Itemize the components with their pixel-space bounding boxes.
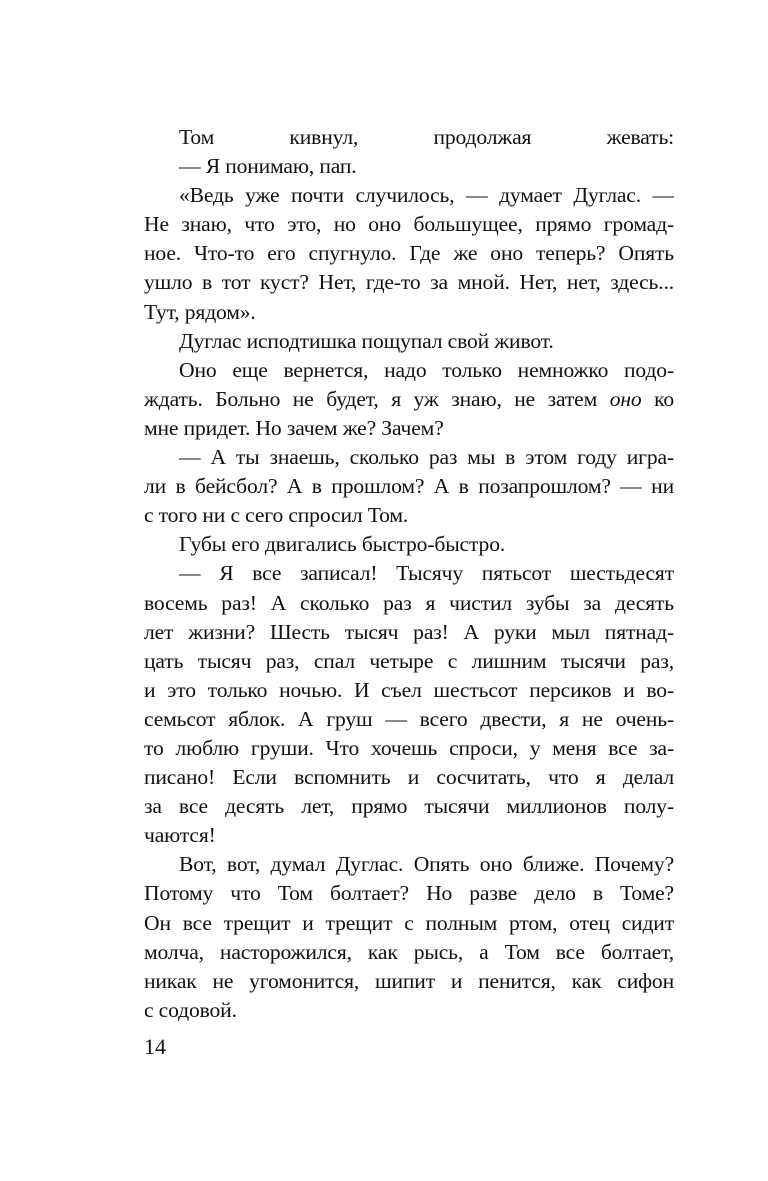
text-line: то люблю груши. Что хочешь спроси, у меня все за- bbox=[144, 735, 674, 760]
text-line: ли в бейсбол? А в прошлом? А в позапрошлом? — ни bbox=[144, 474, 674, 499]
text-line: восемь раз! А сколько раз я чистил зубы за десять bbox=[144, 590, 674, 615]
text-line: Дуглас исподтишка пощупал свой живот. bbox=[179, 328, 554, 353]
text-line: Потому что Том болтает? Но разве дело в Томе? bbox=[144, 881, 674, 906]
text-line bbox=[144, 385, 674, 414]
text-line: ное. Что-то его спугнуло. Где же оно теперь? Опять bbox=[144, 241, 674, 266]
text-line: ушло в тот куст? Нет, где-то за мной. Нет, нет, здесь... bbox=[144, 270, 674, 295]
text-line: с того ни с сего спросил Том. bbox=[144, 503, 409, 528]
text-line: Том кивнул, продолжая жевать: bbox=[179, 125, 674, 149]
page-number: 14 bbox=[144, 1034, 166, 1059]
text-line: за все десять лет, прямо тысячи миллионов полу- bbox=[144, 794, 674, 819]
text-line: «Ведь уже почти случилось, — думает Дуглас. — bbox=[179, 183, 674, 208]
text-segment: ко bbox=[654, 386, 674, 411]
text-line: — Я все записал! Тысячу пятьсот шестьдесят bbox=[179, 561, 674, 586]
text-line: молча, насторожился, как рысь, а Том все болтает, bbox=[144, 939, 674, 964]
text-line: Вот, вот, думал Дуглас. Опять оно ближе. Почему? bbox=[179, 852, 674, 877]
text-line: мне придет. Но зачем же? Зачем? bbox=[144, 415, 444, 440]
text-line: Не знаю, что это, но оно большущее, прямо громад- bbox=[144, 212, 674, 237]
text-line: Тут, рядом». bbox=[144, 299, 256, 324]
text-line: цать тысяч раз, спал четыре с лишним тысячи раз, bbox=[144, 648, 674, 673]
text-line: писано! Если вспомнить и сосчитать, что я делал bbox=[144, 765, 674, 790]
text-segment: ждать. Больно не будет, я уж знаю, не затем bbox=[144, 386, 598, 411]
text-line: чаются! bbox=[144, 823, 216, 848]
text-line: — Я понимаю, пап. bbox=[179, 154, 357, 179]
text-line: и это только ночью. И съел шестьсот персиков и во- bbox=[144, 677, 674, 702]
text-line: никак не угомонится, шипит и пенится, как сифон bbox=[144, 968, 674, 993]
text-line: семьсот яблок. А груш — всего двести, я не очень- bbox=[144, 706, 674, 731]
book-page-text bbox=[144, 123, 674, 1025]
text-line: лет жизни? Шесть тысяч раз! А руки мыл пятнад- bbox=[144, 619, 674, 644]
italic-word: оно bbox=[609, 386, 642, 411]
text-line: Он все трещит и трещит с полным ртом, отец сидит bbox=[144, 910, 674, 935]
text-line: Оно еще вернется, надо только немножко подо- bbox=[179, 357, 674, 382]
text-line: — А ты знаешь, сколько раз мы в этом году игра- bbox=[179, 445, 674, 470]
text-line: с содовой. bbox=[144, 997, 237, 1022]
text-line: Губы его двигались быстро-быстро. bbox=[179, 532, 506, 557]
